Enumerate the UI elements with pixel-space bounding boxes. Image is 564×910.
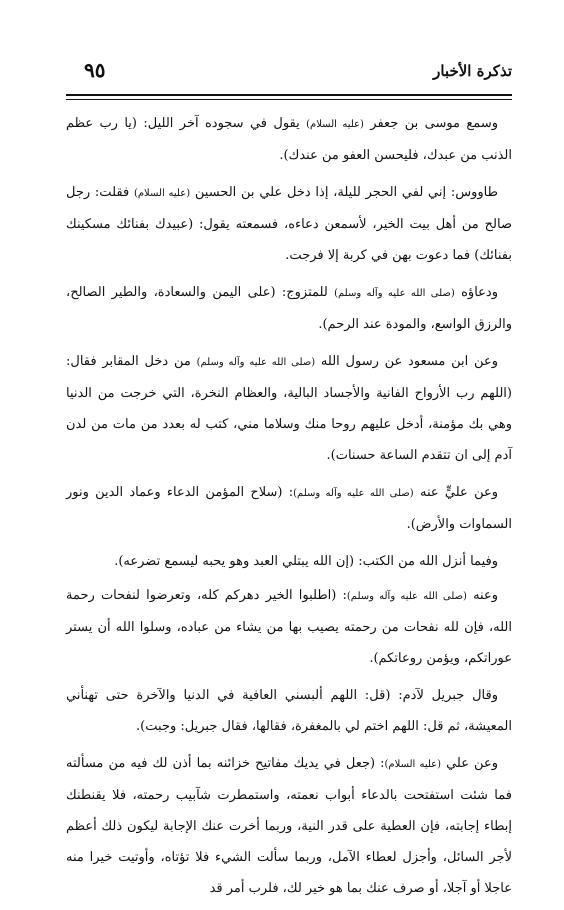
paragraph-4: وعن ابن مسعود عن رسول الله (صلى الله عليه وآله وسلم) من دخل المقابر فقال: (اللهم رب الأرواح الفانية والأجساد البالية، والعظام النخرة، التي خرجت من الدنيا وهي بك مؤمنة، أدخل عليهم روحا منك وسلاما مني، كتب له بعدد من مات من لدن آدم إلى ان تتقدم الساعة حسنات). xyxy=(66,354,512,463)
page-number: ٩٥ xyxy=(84,58,106,82)
paragraph-1: وسمع موسى بن جعفر (عليه السلام) يقول في سجوده آخر الليل: (يا رب عظم الذنب من عبدك، فليحسن العفو من عندك). xyxy=(66,116,512,163)
paragraph-2: طاووس: إني لفي الحجر لليلة، إذا دخل علي بن الحسين (عليه السلام) فقلت: رجل صالح من أهل بيت الخير، لأسمعن دعاءه، فسمعته يقول: (عبيدك بفنائك مسكينك بفنائك) فما دعوت بهن في كربة إلا فرجت. xyxy=(66,185,512,263)
honorific-phrase: (عليه السلام) xyxy=(306,119,364,130)
honorific-phrase: (صلى الله عليه وآله وسلم) xyxy=(196,357,316,368)
page-header xyxy=(66,56,512,96)
paragraph-6: وفيما أنزل الله من الكتب: (إن الله يبتلي العبد وهو يحبه ليسمع تضرعه). xyxy=(114,554,498,569)
book-title: تذكرة الأخبار xyxy=(433,62,512,80)
header-rule xyxy=(66,94,512,96)
honorific-phrase: (صلى الله عليه وآله وسلم) xyxy=(334,288,455,299)
honorific-phrase: (صلى الله عليه وآله وسلم) xyxy=(346,591,467,602)
paragraph-3: ودعاؤه (صلى الله عليه وآله وسلم) للمتزوج: (على اليمن والسعادة، والطير الصالح، والرزق الواسع، والمودة عند الرحم). xyxy=(66,285,512,332)
body-text xyxy=(66,108,512,910)
paragraph-5: وعن عليٍّ عنه (صلى الله عليه وآله وسلم): (سلاح المؤمن الدعاء وعماد الدين ونور السماوات والأرض). xyxy=(66,485,512,532)
honorific-phrase: (عليه السلام) xyxy=(384,759,442,770)
paragraph-8: وقال جبريل لآدم: (قل: اللهم ألبسني العافية في الدنيا والآخرة حتى تهنأني المعيشة، ثم قل: اللهم اختم لي بالمغفرة، فقالها، فقال جبريل: وجبت). xyxy=(66,688,512,734)
paragraph-9: وعن علي (عليه السلام): (جعل في يديك مفاتيح خزائنه بما أذن لك فيه من مسألته فما شئت استفتحت بالدعاء أبواب نعمته، واستمطرت شآبيب رحمته، فلا يقنطنك إبطاء إجابته، فإن العطية على قدر النية، وربما أخرت عنك الإجابة ليكون ذلك أعظم لأجر السائل، وأجزل لعطاء الآمل، وربما سألت الشيء فلا تؤتاه، وأوتيت خيرا منه عاجلا أو آجلا، أو صرف عنك بما هو خير لك، فلرب أمر قد xyxy=(66,756,512,896)
honorific-phrase: (عليه السلام) xyxy=(133,188,191,199)
header-rule-thin xyxy=(66,99,512,100)
honorific-phrase: (صلى الله عليه وآله وسلم) xyxy=(293,488,414,499)
paragraph-7: وعنه (صلى الله عليه وآله وسلم): (اطلبوا الخير دهركم كله، وتعرضوا لنفحات رحمة الله، فإن لله نفحات من رحمته يصيب بها من يشاء من عباده، وسلوا الله أن يستر عوراتكم، ويؤمن روعاتكم). xyxy=(66,588,512,666)
